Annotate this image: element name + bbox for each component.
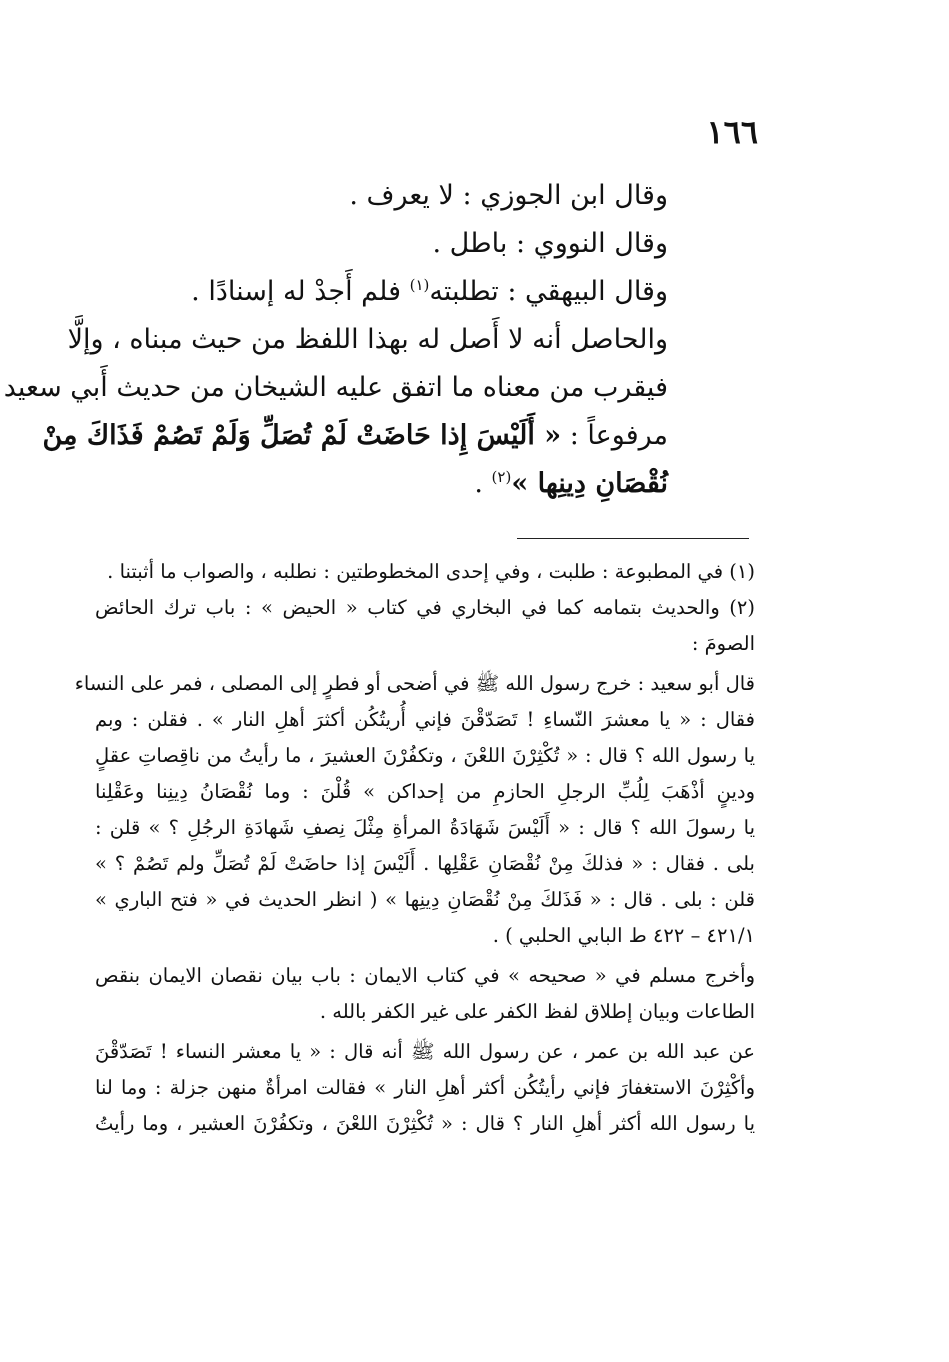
main-line-3: [188, 268, 668, 316]
bukhari-line-6: بلى . فقال : « فذلكَ مِنْ نُقْصَانِ عَقْلِها . أَلَيْسَ إذا حاضَتْ لَمْ تُصَلِّ ولم تَصُمْ ؟ »: [95, 852, 755, 875]
main-line-3-start: وقال البيهقي : تطلبته: [429, 276, 668, 307]
muslim-line-1: عن عبد الله بن عمر ، عن رسول الله ﷺ أنه قال : « يا معشر النساء ! تَصَدّقْنَ: [95, 1040, 755, 1063]
main-line-2: وقال النووي : باطل .: [432, 228, 668, 259]
bukhari-line-7: قلن : بلى . قال : « فَذَلكَ مِنْ نُقْصَانِ دِينِها » ( انظر الحديث في « فتح الباري »: [95, 888, 755, 911]
footnote-marker-1: (١): [409, 276, 430, 294]
footnote-separator: [517, 538, 749, 539]
footnote-2: [95, 590, 755, 662]
main-line-3-end: فلم أَجدْ له إسنادًا .: [191, 276, 410, 307]
page-number: ١٦٦: [706, 113, 758, 151]
hadith-quote-part-1: « أَلَيْسَ إِذا حَاضَتْ لَمْ تُصَلِّ وَلَمْ تَصُمْ فَذَاكَ مِنْ: [42, 420, 562, 451]
main-text: [3, 172, 668, 508]
muslim-line-2: وأكْثِرْنَ الاستغفارَ فإني رأيتُكُن أكثر أهلِ النار » فقالت امرأةٌ منهن جزلة : وما لنا: [95, 1076, 755, 1099]
hadith-quote-part-2: نُقْصَانِ دِينِها »: [511, 468, 668, 499]
footnote-marker-2: (٢): [491, 468, 512, 486]
bukhari-line-2: فقال : « يا معشرَ النّساءِ ! تَصَدّقْنَ فإني أُريتُكُن أكثرَ أهلِ النار » . فقلن : وبم: [95, 708, 755, 731]
bukhari-line-8: ٤٢١/١ – ٤٢٢ ط البابي الحلبي ) .: [492, 924, 755, 947]
main-line-6-intro: مرفوعاً :: [561, 420, 668, 451]
footnote-2-line-2: الصومَ :: [691, 632, 755, 655]
footnote-1-text: (١) في المطبوعة : طلبت ، وفي إحدى المخطوطتين : نطلبه ، والصواب ما أثبتنا .: [107, 560, 755, 583]
footnotes: [74, 554, 755, 1142]
footnote-2-muslim-reference: [95, 958, 755, 1030]
footnote-1: [95, 554, 755, 590]
bukhari-line-1: قال أبو سعيد : خرج رسول الله ﷺ في أضحى أو فطرٍ إلى المصلى ، فمر على النساء: [74, 672, 755, 695]
muslim-ref-line-2: الطاعات وبيان إطلاق لفظ الكفر على غير الكفر بالله .: [319, 1000, 755, 1023]
footnote-2-hadith-muslim: [95, 1034, 755, 1142]
footnote-2-line-1: (٢) والحديث بتمامه كما في البخاري في كتاب « الحيض » : باب ترك الحائض: [95, 596, 755, 619]
footnote-2-hadith-bukhari: [74, 666, 755, 954]
main-line-6: [42, 412, 668, 460]
bukhari-line-4: ودينٍ أذْهَبَ لِلُبِّ الرجلِ الحازمِ من إحداكن » قُلْنَ : وما نُقْصَانُ دِينِنا وعَقْلِنا: [95, 780, 755, 803]
muslim-line-3: يا رسول الله أكثر أهلِ النار ؟ قال : « تُكْثِرْنَ اللعْنَ ، وتكفُرْنَ العشير ، وما رأيتُ: [95, 1112, 755, 1135]
main-line-7-end: .: [474, 468, 492, 499]
bukhari-line-5: يا رسولَ الله ؟ قال : « أَلَيْسَ شَهَادَةُ المرأةِ مِثْلَ نِصفِ شَهادَةِ الرجُلِ ؟ » قلن :: [95, 816, 755, 839]
muslim-ref-line-1: وأخرج مسلم في « صحيحه » في كتاب الايمان : باب بيان نقصان الايمان بنقص: [95, 964, 755, 987]
bukhari-line-3: يا رسول الله ؟ قال : « تُكْثِرْنَ اللعْنَ ، وتكفُرْنَ العشيرَ ، ما رأيتُ من ناقِصاتِ عقلٍ: [95, 744, 755, 767]
main-line-4: والحاصل أنه لا أَصل له بهذا اللفظ من حيث مبناه ، وإلَّا: [67, 324, 668, 355]
main-line-5: فيقرب من معناه ما اتفق عليه الشيخان من حديث أَبي سعيد: [3, 372, 668, 403]
main-line-7: [188, 460, 668, 508]
main-line-1: وقال ابن الجوزي : لا يعرف .: [349, 180, 668, 211]
